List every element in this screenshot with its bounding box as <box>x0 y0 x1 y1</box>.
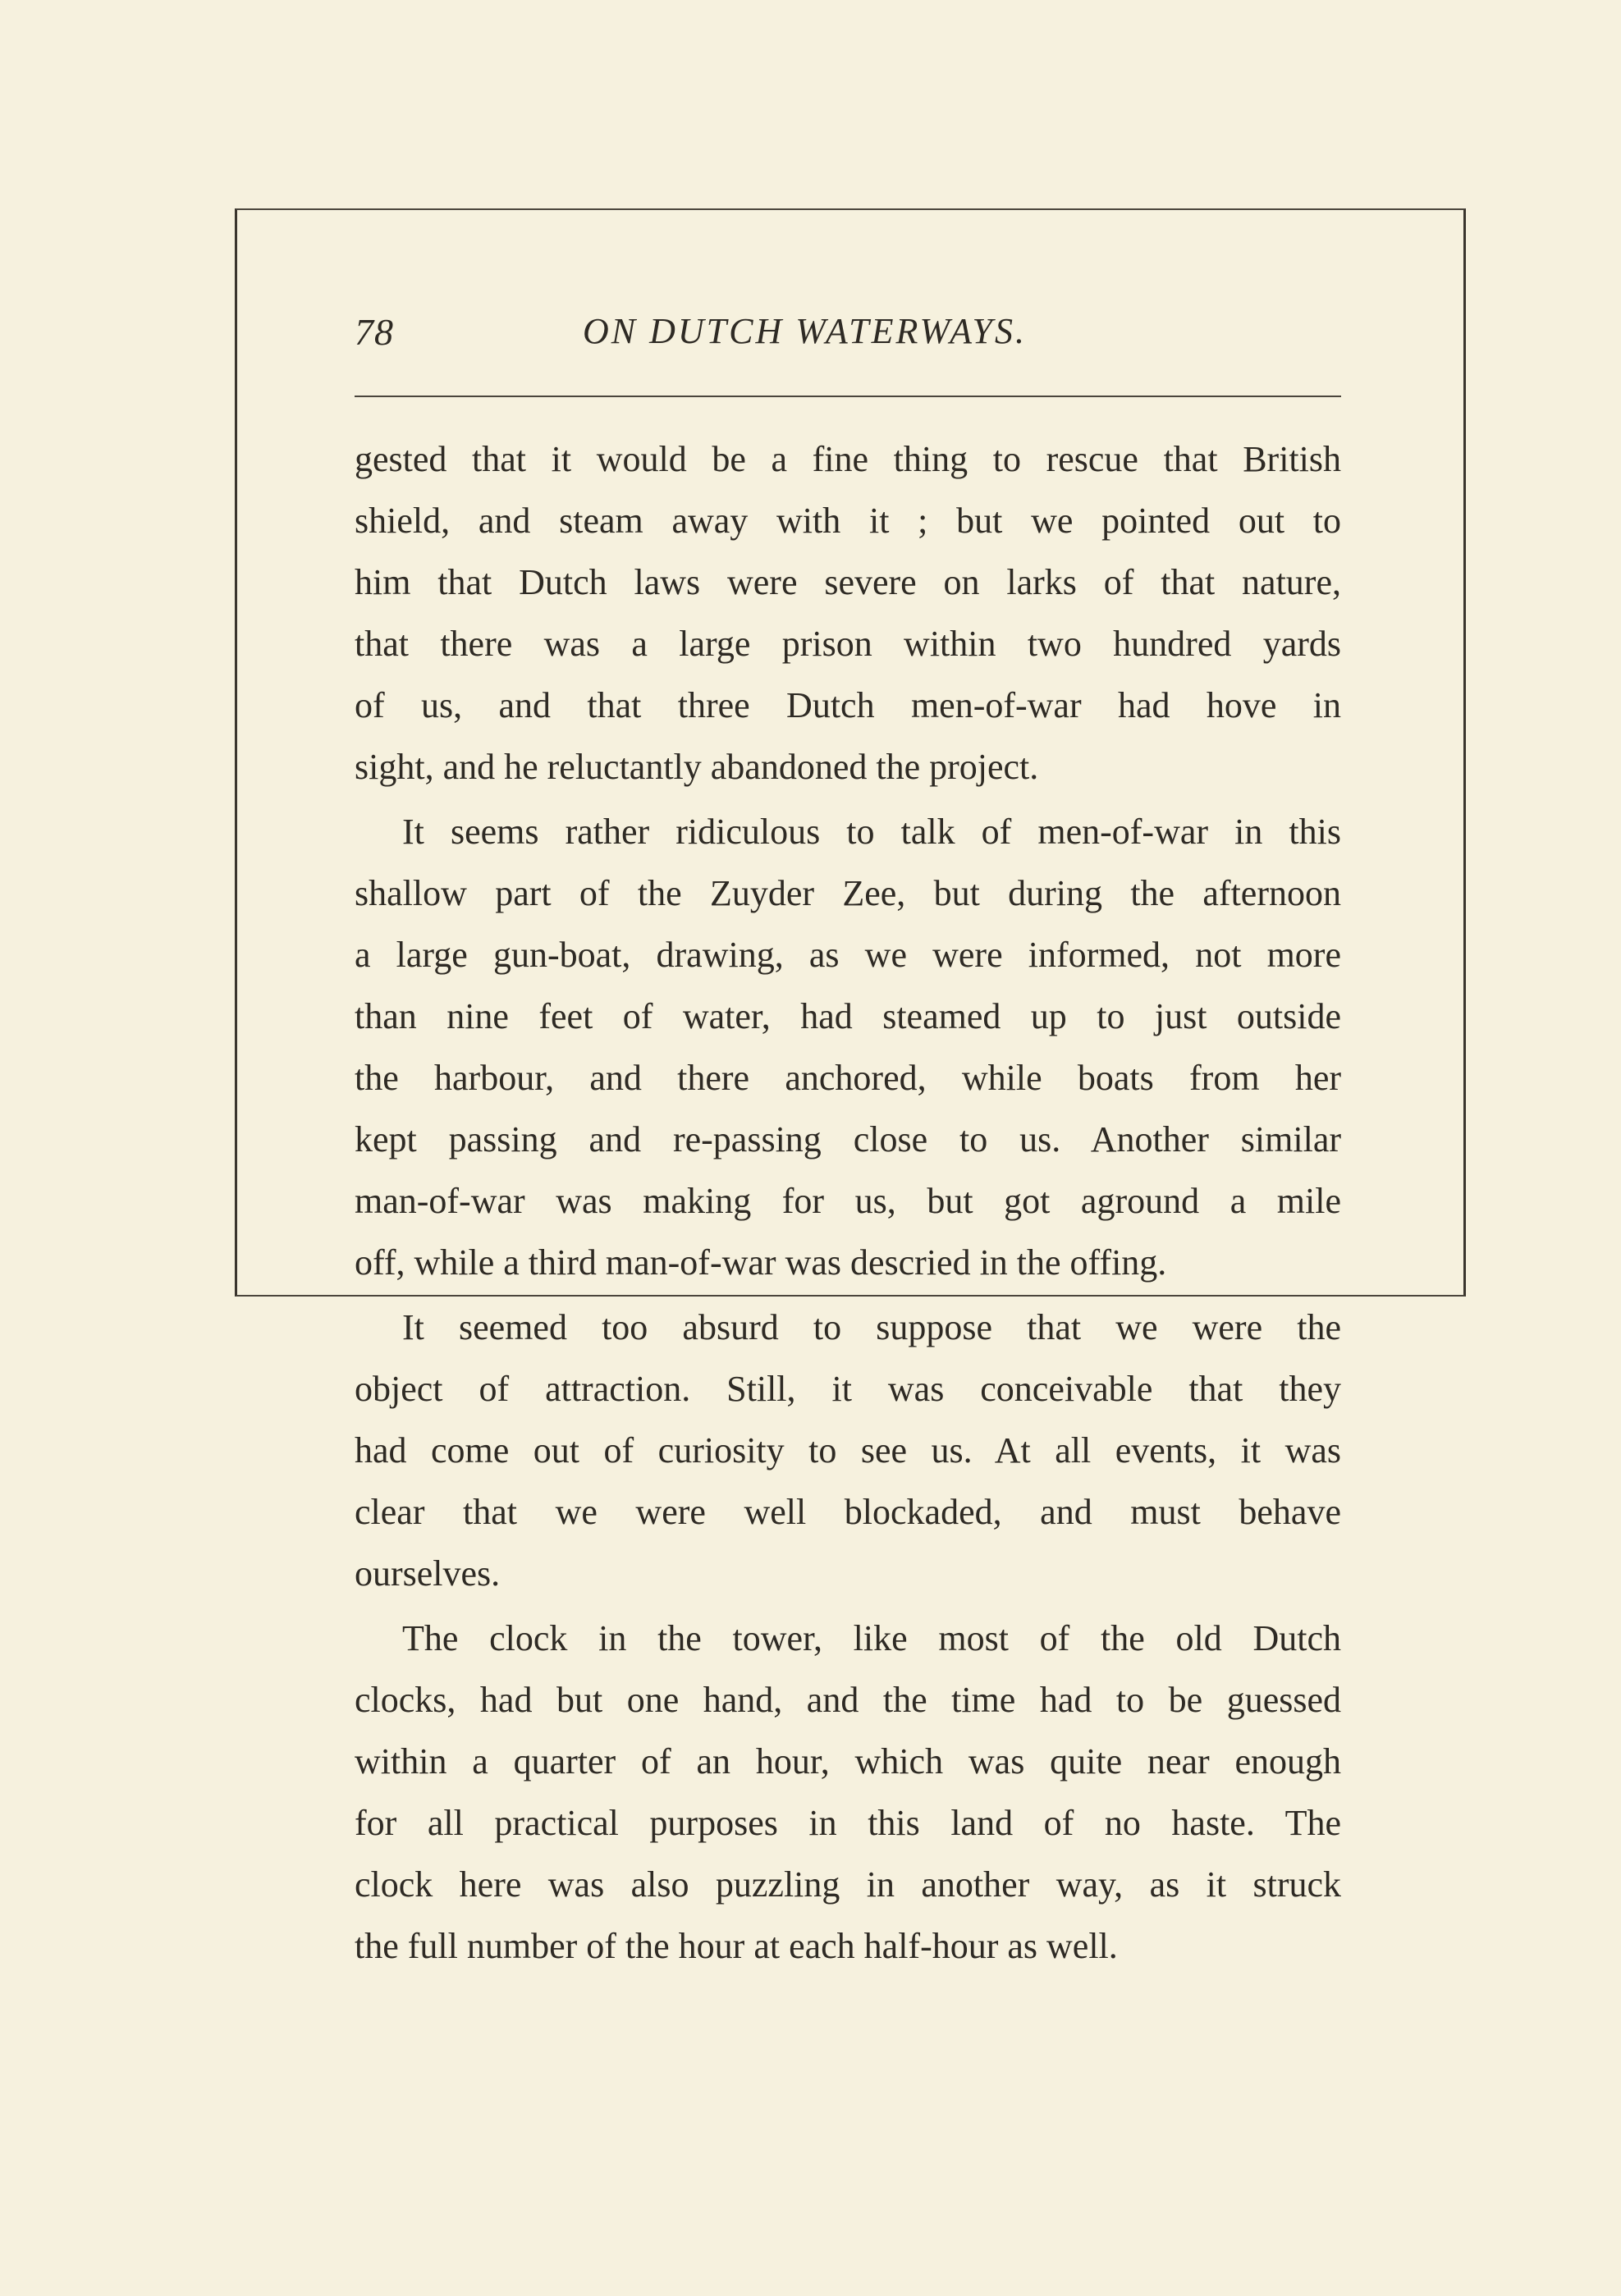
text-line: shallow part of the Zuyder Zee, but during the afternoon <box>355 873 1341 913</box>
text-line: that there was a large prison within two hundred yards <box>355 624 1341 664</box>
text-line: had come out of curiosity to see us. At all events, it was <box>355 1430 1341 1470</box>
text-line: off, while a third man-of-war was descried in the offing. <box>355 1242 1167 1283</box>
body-text <box>355 428 1341 1977</box>
text-line: of us, and that three Dutch men-of-war had hove in <box>355 685 1341 725</box>
text-line: clocks, had but one hand, and the time had to be guessed <box>355 1680 1341 1720</box>
text-line: than nine feet of water, had steamed up to just outside <box>355 996 1341 1036</box>
text-line: a large gun-boat, drawing, as we were informed, not more <box>355 935 1341 975</box>
text-line: clear that we were well blockaded, and must behave <box>355 1492 1341 1532</box>
paragraph <box>355 428 1341 798</box>
page-number: 78 <box>355 311 394 353</box>
text-line: the harbour, and there anchored, while boats from her <box>355 1058 1341 1098</box>
text-line: the full number of the hour at each half-hour as well. <box>355 1926 1118 1966</box>
text-line: man-of-war was making for us, but got aground a mile <box>355 1181 1341 1221</box>
text-line: The clock in the tower, like most of the old Dutch <box>402 1618 1341 1658</box>
running-head <box>355 310 1341 368</box>
text-line: kept passing and re-passing close to us. Another similar <box>355 1119 1341 1159</box>
text-line: him that Dutch laws were severe on larks of that nature, <box>355 562 1341 602</box>
paragraph <box>355 1297 1341 1604</box>
text-line: It seemed too absurd to suppose that we were the <box>402 1307 1341 1347</box>
text-line: for all practical purposes in this land of no haste. The <box>355 1803 1341 1843</box>
text-line: shield, and steam away with it ; but we pointed out to <box>355 501 1341 541</box>
paragraph <box>355 801 1341 1293</box>
text-line: clock here was also puzzling in another way, as it struck <box>355 1864 1341 1905</box>
text-line: gested that it would be a fine thing to rescue that British <box>355 439 1341 479</box>
header-rule <box>355 396 1341 397</box>
running-title: ON DUTCH WATERWAYS. <box>583 311 1028 351</box>
text-line: It seems rather ridiculous to talk of men-of-war in this <box>402 812 1341 852</box>
text-line: object of attraction. Still, it was conceivable that they <box>355 1369 1341 1409</box>
paragraph <box>355 1608 1341 1977</box>
text-line: sight, and he reluctantly abandoned the project. <box>355 747 1039 787</box>
text-line: ourselves. <box>355 1553 501 1594</box>
text-line: within a quarter of an hour, which was quite near enough <box>355 1741 1341 1781</box>
